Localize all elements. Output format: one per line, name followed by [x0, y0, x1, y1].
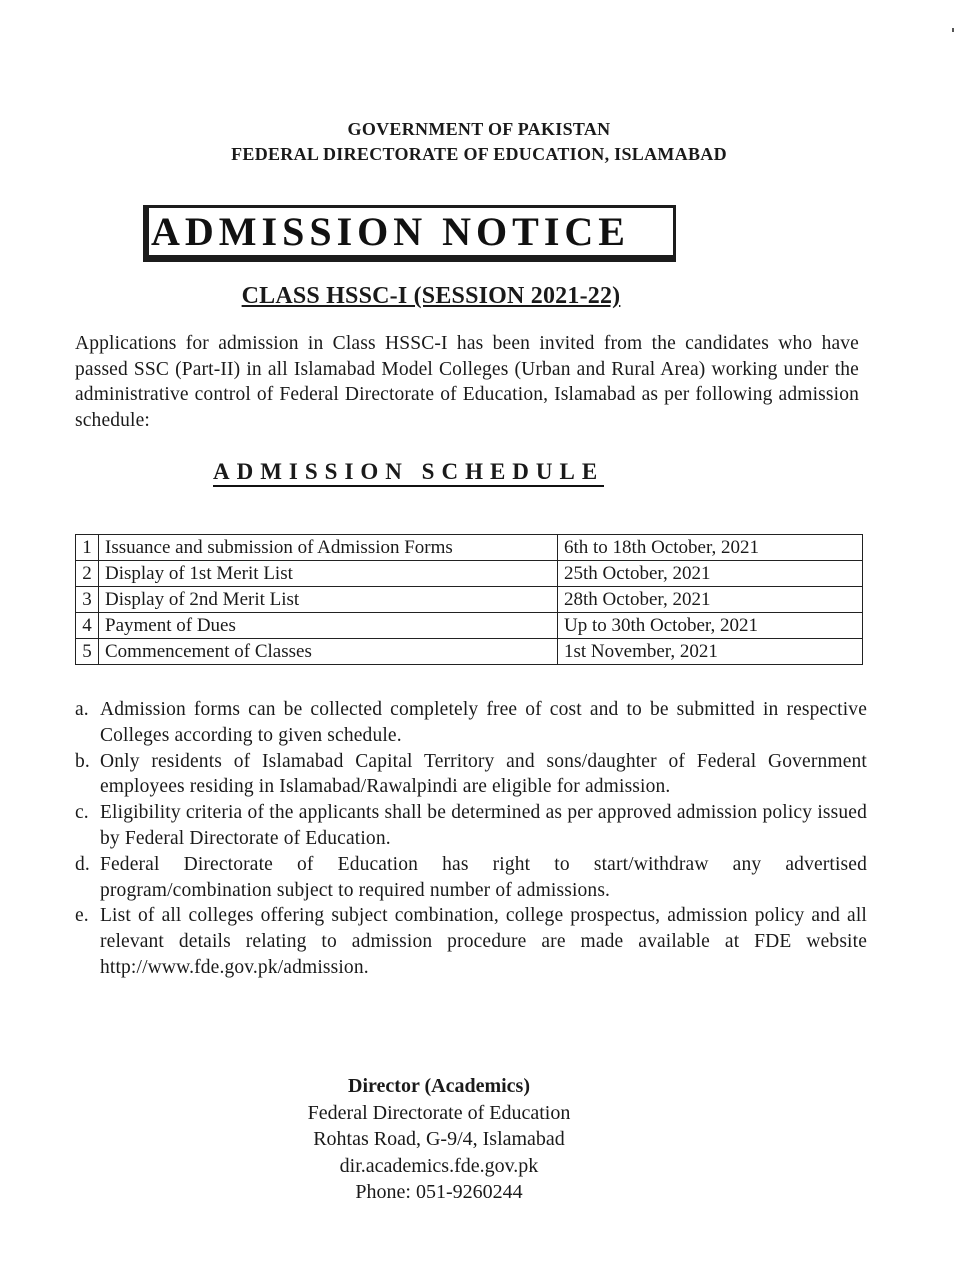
- note-letter: b.: [75, 750, 90, 772]
- row-date: 28th October, 2021: [558, 587, 863, 613]
- signatory-address: Rohtas Road, G-9/4, Islamabad: [313, 1128, 565, 1150]
- row-date: Up to 30th October, 2021: [558, 613, 863, 639]
- note-letter: d.: [75, 853, 90, 875]
- row-number: 3: [76, 587, 99, 613]
- signature-block: [0, 1073, 878, 1206]
- list-item: [75, 800, 867, 852]
- header-government: GOVERNMENT OF PAKISTAN: [347, 119, 611, 139]
- row-item: Payment of Dues: [99, 613, 558, 639]
- list-item: [75, 749, 867, 801]
- row-date: 25th October, 2021: [558, 561, 863, 587]
- list-item: [75, 852, 867, 904]
- row-item: Commencement of Classes: [99, 639, 558, 665]
- row-date: 6th to 18th October, 2021: [558, 535, 863, 561]
- note-letter: e.: [75, 905, 89, 927]
- intro-paragraph: Applications for admission in Class HSSC-I has been invited from the candidates who have passed SSC (Part-II) in all Islamabad Model Colleges (Urban and Rural Area) working under the administrative control of Federal Directorate of Education, Islamabad as per following admission schedule:: [75, 333, 859, 431]
- signatory-email: dir.academics.fde.gov.pk: [339, 1154, 539, 1177]
- table-row: [76, 561, 863, 587]
- note-text: Eligibility criteria of the applicants shall be determined as per approved admission policy issued by Federal Directorate of Education.: [100, 802, 867, 849]
- note-text: Only residents of Islamabad Capital Territory and sons/daughter of Federal Government employees residing in Islamabad/Rawalpindi are eligible for admission.: [100, 750, 867, 798]
- notice-subtitle: CLASS HSSC-I (SESSION 2021-22): [241, 283, 621, 309]
- table-row: [76, 587, 863, 613]
- table-row: [76, 613, 863, 639]
- table-row: [76, 639, 863, 665]
- note-text: Federal Directorate of Education has right to start/withdraw any advertised program/combination subject to required number of admissions.: [100, 853, 867, 901]
- row-number: 4: [76, 613, 99, 639]
- header-directorate: FEDERAL DIRECTORATE OF EDUCATION, ISLAMABAD: [231, 144, 727, 164]
- note-letter: c.: [75, 802, 89, 824]
- note-letter: a.: [75, 699, 89, 720]
- schedule-table: [75, 534, 863, 665]
- row-date: 1st November, 2021: [558, 639, 863, 665]
- note-text: Admission forms can be collected completely free of cost and to be submitted in respective Colleges according to given schedule.: [100, 699, 867, 746]
- row-number: 2: [76, 561, 99, 587]
- signatory-phone: Phone: 051-9260244: [355, 1181, 523, 1203]
- notes-list: [75, 697, 867, 981]
- signatory-organization: Federal Directorate of Education: [307, 1101, 571, 1124]
- schedule-title: ADMISSION SCHEDULE: [213, 459, 604, 487]
- row-item: Display of 2nd Merit List: [99, 587, 558, 613]
- list-item: [75, 697, 867, 749]
- admission-notice-banner: [143, 205, 676, 262]
- list-item: [75, 903, 867, 980]
- scan-speck: [952, 28, 954, 32]
- row-item: Issuance and submission of Admission Forms: [99, 535, 558, 561]
- signatory-title: Director (Academics): [348, 1075, 530, 1097]
- note-text: List of all colleges offering subject combination, college prospectus, admission policy and all relevant details relating to admission procedure are made available at FDE website http://www.fde.gov.pk/admission.: [100, 905, 867, 978]
- banner-title: ADMISSION NOTICE: [149, 208, 673, 255]
- row-number: 5: [76, 639, 99, 665]
- table-row: [76, 535, 863, 561]
- row-item: Display of 1st Merit List: [99, 561, 558, 587]
- row-number: 1: [76, 535, 99, 561]
